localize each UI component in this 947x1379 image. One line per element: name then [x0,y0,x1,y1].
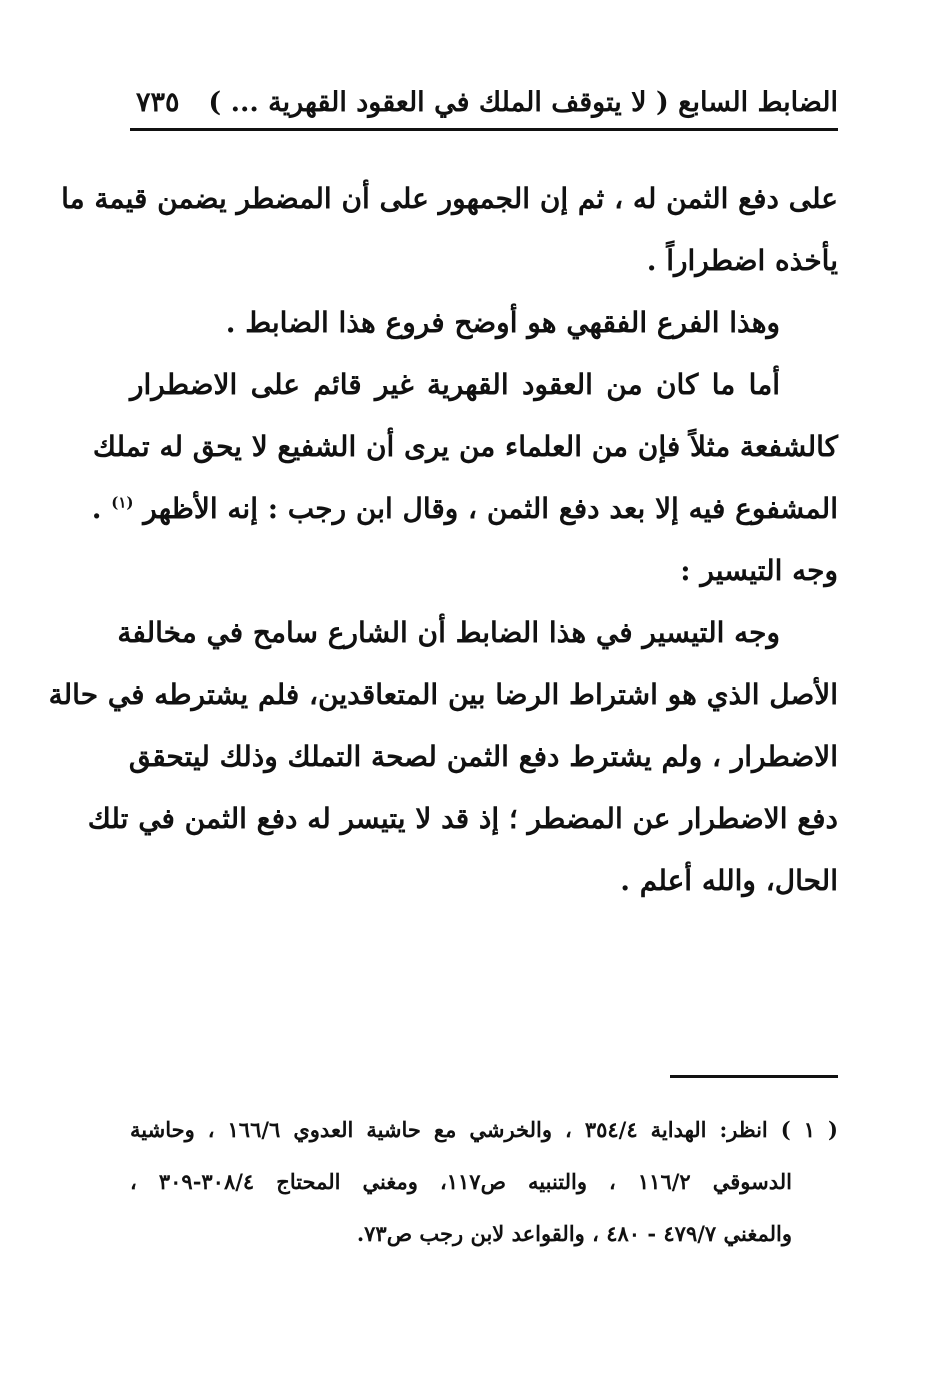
text-line-content: المشفوع فيه إلا بعد دفع الثمن ، وقال ابن رجب : إنه الأظهر [143,492,838,525]
paragraph-line: أما ما كان من العقود القهرية غير قائم على الاضطرار [130,368,780,401]
footnotes [130,1104,838,1260]
header-rule [130,128,838,131]
footnote-separator [670,1075,838,1078]
paragraph-line: وهذا الفرع الفقهي هو أوضح فروع هذا الضابط . [225,306,780,339]
text-line: على دفع الثمن له ، ثم إن الجمهور على أن المضطر يضمن قيمة ما [61,182,838,215]
text-line-with-footnote [91,478,838,540]
footnote-line: ( ١ ) انظر: الهداية ٣٥٤/٤ ، والخرشي مع حاشية العدوي ١٦٦/٦ ، وحاشية [130,1117,838,1142]
section-heading: وجه التيسير : [680,554,838,587]
footnote-line: والمغني ٤٧٩/٧ - ٤٨٠ ، والقواعد لابن رجب ص٧٣. [356,1221,792,1246]
line-end-period: . [91,492,112,525]
main-text [48,168,838,912]
running-title: الضابط السابع ( لا يتوقف الملك في العقود القهرية ... ) [208,86,838,118]
page-number: ٧٣٥ [136,86,180,118]
text-line: كالشفعة مثلاً فإن من العلماء من يرى أن الشفيع لا يحق له تملك [92,430,838,463]
page-header [130,78,838,126]
text-line: الحال، والله أعلم . [620,864,838,897]
text-line: الاضطرار ، ولم يشترط دفع الثمن لصحة التملك وذلك ليتحقق [128,740,838,773]
text-line: يأخذه اضطراراً . [646,244,838,277]
footnote-reference: (١) [111,493,134,512]
paragraph-line: وجه التيسير في هذا الضابط أن الشارع سامح في مخالفة [117,616,780,649]
text-line: الأصل الذي هو اشتراط الرضا بين المتعاقدين، فلم يشترطه في حالة [48,678,838,711]
text-line: دفع الاضطرار عن المضطر ؛ إذ قد لا يتيسر له دفع الثمن في تلك [87,802,838,835]
footnote-line: الدسوقي ١١٦/٢ ، والتنبيه ص١١٧، ومغني المحتاج ٣٠٨/٤-٣٠٩ ، [130,1169,792,1194]
